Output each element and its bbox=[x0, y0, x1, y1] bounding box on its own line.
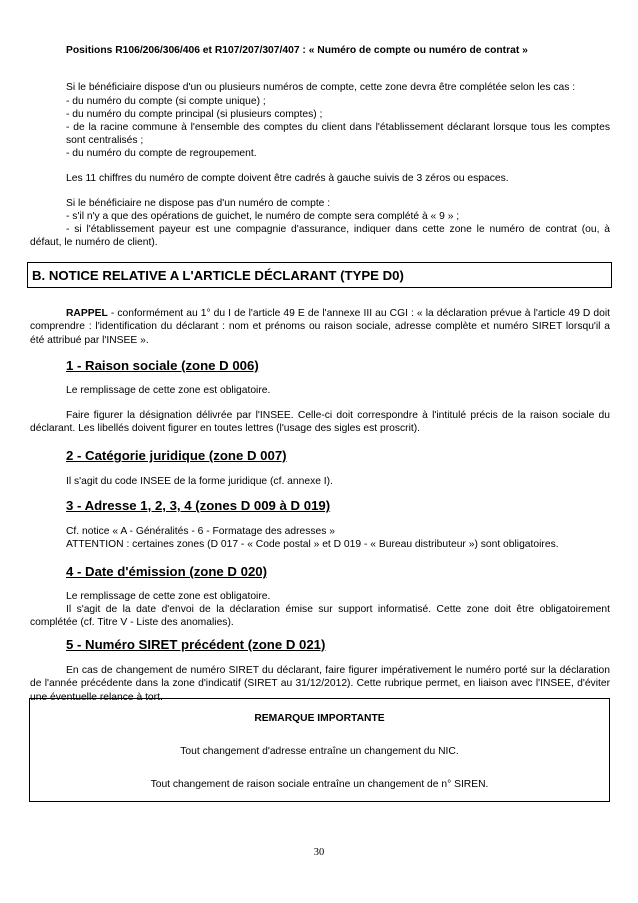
subsection-title: 1 - Raison sociale (zone D 006) bbox=[66, 358, 259, 373]
paragraph: Si le bénéficiaire ne dispose pas d'un numéro de compte : bbox=[66, 198, 331, 209]
paragraph: Faire figurer la désignation délivrée par l'INSEE. Celle-ci doit correspondre à l'intitulé précis de la raison sociale du déclarant. Les libellés doivent figurer en toutes lettres (l'usage des sigles est proscrit). bbox=[30, 410, 610, 435]
subsection-title: 5 - Numéro SIRET précédent (zone D 021) bbox=[66, 637, 326, 652]
paragraph: Le remplissage de cette zone est obligatoire. bbox=[66, 385, 271, 396]
list-item: - du numéro du compte (si compte unique) ; bbox=[66, 96, 266, 107]
list-item: - de la racine commune à l'ensemble des comptes du client dans l'établissement déclarant lorsque tous les comptes sont centralisés ; bbox=[66, 122, 610, 147]
section-heading: Positions R106/206/306/406 et R107/207/307/407 : « Numéro de compte ou numéro de contrat » bbox=[66, 45, 528, 56]
page-number: 30 bbox=[313, 847, 325, 858]
list-item: - du numéro du compte de regroupement. bbox=[66, 148, 257, 159]
paragraph: En cas de changement de numéro SIRET du déclarant, faire figurer impérativement le numéro porté sur la déclaration de l'année précédente dans la zone d'indicatif (SIRET au 31/12/2012). Cette rubrique permet, en liaison avec l'INSEE, d'éviter une éventuelle relance à tort. bbox=[30, 665, 610, 703]
rappel-label: RAPPEL bbox=[66, 308, 108, 319]
paragraph: Il s'agit du code INSEE de la forme juridique (cf. annexe I). bbox=[66, 476, 333, 487]
paragraph: ATTENTION : certaines zones (D 017 - « Code postal » et D 019 - « Bureau distributeur ») sont obligatoires. bbox=[66, 539, 559, 550]
remark-title: REMARQUE IMPORTANTE bbox=[254, 713, 385, 724]
paragraph: Le remplissage de cette zone est obligatoire. bbox=[66, 591, 271, 602]
subsection-title: 4 - Date d'émission (zone D 020) bbox=[66, 564, 267, 579]
paragraph: Cf. notice « A - Généralités - 6 - Formatage des adresses » bbox=[66, 526, 335, 537]
rappel-paragraph bbox=[30, 307, 610, 347]
rappel-text: - conformément au 1° du I de l'article 49 E de l'annexe III au CGI : « la déclaration prévue à l'article 49 D doit comprendre : l'identification du déclarant : nom et prénoms ou raison sociale, adresse complète et numéro SIRET lorsqu'il a été attribué par l'INSEE ». bbox=[30, 308, 610, 346]
list-item: - s'il n'y a que des opérations de guichet, le numéro de compte sera complété à « 9 » ; bbox=[66, 211, 460, 222]
remark-line: Tout changement d'adresse entraîne un changement du NIC. bbox=[180, 746, 459, 757]
list-item: - du numéro du compte principal (si plusieurs comptes) ; bbox=[66, 109, 323, 120]
remark-line: Tout changement de raison sociale entraîne un changement de n° SIREN. bbox=[150, 779, 489, 790]
subsection-title: 3 - Adresse 1, 2, 3, 4 (zones D 009 à D 019) bbox=[66, 498, 331, 513]
subsection-title: 2 - Catégorie juridique (zone D 007) bbox=[66, 448, 287, 463]
paragraph: Les 11 chiffres du numéro de compte doivent être cadrés à gauche suivis de 3 zéros ou espaces. bbox=[66, 173, 509, 184]
list-item: - si l'établissement payeur est une compagnie d'assurance, indiquer dans cette zone le numéro de contrat (ou, à défaut, le numéro de client). bbox=[30, 224, 610, 249]
intro-paragraph: Si le bénéficiaire dispose d'un ou plusieurs numéros de compte, cette zone devra être complétée selon les cas : bbox=[66, 82, 576, 93]
remark-box bbox=[29, 698, 610, 802]
section-banner-title: B. NOTICE RELATIVE A L'ARTICLE DÉCLARANT (TYPE D0) bbox=[32, 268, 404, 283]
paragraph: Il s'agit de la date d'envoi de la déclaration émise sur support informatisé. Cette zone doit être obligatoirement complétée (cf. Titre V - Liste des anomalies). bbox=[30, 604, 610, 629]
section-banner bbox=[27, 262, 612, 288]
